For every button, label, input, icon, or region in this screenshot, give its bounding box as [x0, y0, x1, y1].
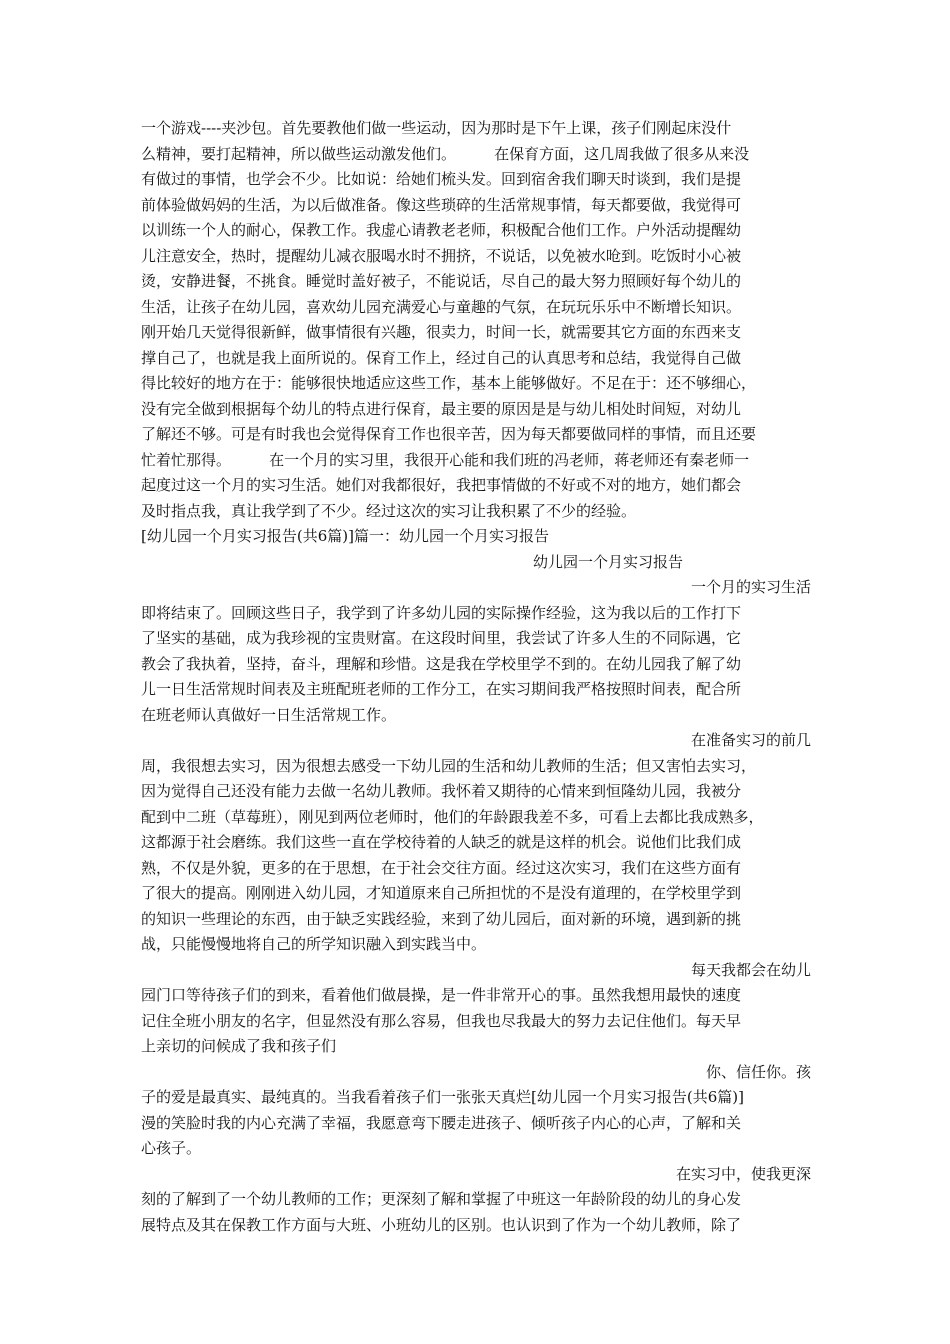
- section-title: [幼儿园一个月实习报告(共6篇)]篇一：幼儿园一个月实习报告: [141, 527, 549, 545]
- text-line: 每天我都会在幼儿: [690, 960, 811, 979]
- text-line: 熟，不仅是外貌，更多的在于思想，在于社会交往方面。经过这次实习，我们在这些方面有: [141, 858, 742, 877]
- document-heading: 幼儿园一个月实习报告: [533, 552, 684, 571]
- text-line: 没有完全做到根据每个幼儿的特点进行保育，最主要的原因是是与幼儿相处时间短，对幼儿: [141, 399, 742, 418]
- text-line: 这都源于社会磨练。我们这些一直在学校待着的人缺乏的就是这样的机会。说他们比我们成: [141, 833, 742, 851]
- text-line: 么精神，要打起精神，所以做些运动激发他们。 在保育方面，这几周我做了很多从来没: [141, 144, 750, 163]
- text-line: 的知识一些理论的东西，由于缺乏实践经验，来到了幼儿园后，面对新的环境，遇到新的挑: [141, 909, 742, 928]
- text-line: 战，只能慢慢地将自己的所学知识融入到实践当中。: [141, 935, 487, 953]
- text-line: 刻的了解到了一个幼儿教师的工作；更深刻了解和掌握了中班这一年龄阶段的幼儿的身心发: [141, 1190, 742, 1208]
- text-line: 配到中二班（草莓班），刚见到两位老师时，他们的年龄跟我差不多，可看上去都比我成熟多，: [141, 807, 764, 826]
- text-line: 了很大的提高。刚刚进入幼儿园，才知道原来自己所担忧的不是没有道理的，在学校里学到: [141, 884, 742, 902]
- text-line: 漫的笑脸时我的内心充满了幸福，我愿意弯下腰走进孩子、倾听孩子内心的心声，了解和关: [141, 1113, 742, 1132]
- text-line: 了坚实的基础，成为我珍视的宝贵财富。在这段时间里，我尝试了许多人生的不同际遇，它: [141, 629, 742, 647]
- text-line: 撑自己了，也就是我上面所说的。保育工作上，经过自己的认真思考和总结，我觉得自己做: [141, 348, 742, 367]
- text-line: 上亲切的问候成了我和孩子们: [141, 1037, 337, 1055]
- document-page: [141, 116, 811, 1238]
- text-line: 以训练一个人的耐心，保教工作。我虚心请教老老师，积极配合他们工作。户外活动提醒幼: [141, 221, 742, 239]
- text-line: 得比较好的地方在于：能够很快地适应这些工作，基本上能够做好。不足在于：还不够细心，: [141, 374, 757, 392]
- text-line: 起度过这一个月的实习生活。她们对我都很好，我把事情做的不好或不对的地方，她们都会: [141, 476, 742, 494]
- text-line: 在实习中，使我更深: [675, 1164, 811, 1183]
- text-line: 子的爱是最真实、最纯真的。当我看着孩子们一张张天真烂[幼儿园一个月实习报告(共6篇)]: [141, 1088, 744, 1106]
- text-line: 你、信任你。孩: [705, 1062, 811, 1081]
- text-line: 即将结束了。回顾这些日子，我学到了许多幼儿园的实际操作经验，这为我以后的工作打下: [141, 603, 742, 622]
- text-line: 教会了我执着，坚持，奋斗，理解和珍惜。这是我在学校里学不到的。在幼儿园我了解了幼: [141, 654, 742, 673]
- text-line: 有做过的事情，也学会不少。比如说：给她们梳头发。回到宿舍我们聊天时谈到，我们是提: [141, 170, 742, 188]
- text-line: 忙着忙那得。 在一个月的实习里，我很开心能和我们班的冯老师，蒋老师还有秦老师一: [141, 450, 750, 469]
- text-line: 刚开始几天觉得很新鲜，做事情很有兴趣，很卖力，时间一长，就需要其它方面的东西来支: [141, 323, 742, 341]
- text-line: 生活，让孩子在幼儿园，喜欢幼儿园充满爱心与童趣的气氛，在玩玩乐乐中不断增长知识。: [141, 297, 742, 316]
- text-line: 及时指点我，真让我学到了不少。经过这次的实习让我积累了不少的经验。: [141, 501, 637, 520]
- text-line: 一个游戏----夹沙包。首先要教他们做一些运动，因为那时是下午上课，孩子们刚起床没什: [141, 119, 732, 137]
- text-line: 因为觉得自己还没有能力去做一名幼儿教师。我怀着又期待的心情来到恒隆幼儿园，我被分: [141, 782, 742, 800]
- text-line: 儿注意安全，热时，提醒幼儿减衣服喝水时不拥挤，不说话，以免被水呛到。吃饭时小心被: [141, 246, 742, 265]
- text-line: 园门口等待孩子们的到来，看着他们做晨操，是一件非常开心的事。虽然我想用最快的速度: [141, 986, 742, 1004]
- text-line: 一个月的实习生活: [690, 578, 811, 596]
- text-line: 儿一日生活常规时间表及主班配班老师的工作分工，在实习期间我严格按照时间表，配合所: [141, 680, 742, 698]
- text-line: 了解还不够。可是有时我也会觉得保育工作也很辛苦，因为每天都要做同样的事情，而且还要: [141, 425, 757, 443]
- text-line: 前体验做妈妈的生活，为以后做准备。像这些琐碎的生活常规事情，每天都要做，我觉得可: [141, 195, 742, 214]
- text-line: 在准备实习的前几: [690, 731, 811, 749]
- text-line: 展特点及其在保教工作方面与大班、小班幼儿的区别。也认识到了作为一个幼儿教师，除了: [141, 1215, 742, 1234]
- text-line: 心孩子。: [141, 1139, 202, 1157]
- text-line: 周，我很想去实习，因为很想去感受一下幼儿园的生活和幼儿教师的生活；但又害怕去实习，: [141, 756, 757, 775]
- text-line: 在班老师认真做好一日生活常规工作。: [141, 705, 397, 724]
- text-line: 烫，安静进餐，不挑食。睡觉时盖好被子，不能说话，尽自己的最大努力照顾好每个幼儿的: [141, 272, 742, 290]
- text-line: 记住全班小朋友的名字，但显然没有那么容易，但我也尽我最大的努力去记住他们。每天早: [141, 1011, 742, 1030]
